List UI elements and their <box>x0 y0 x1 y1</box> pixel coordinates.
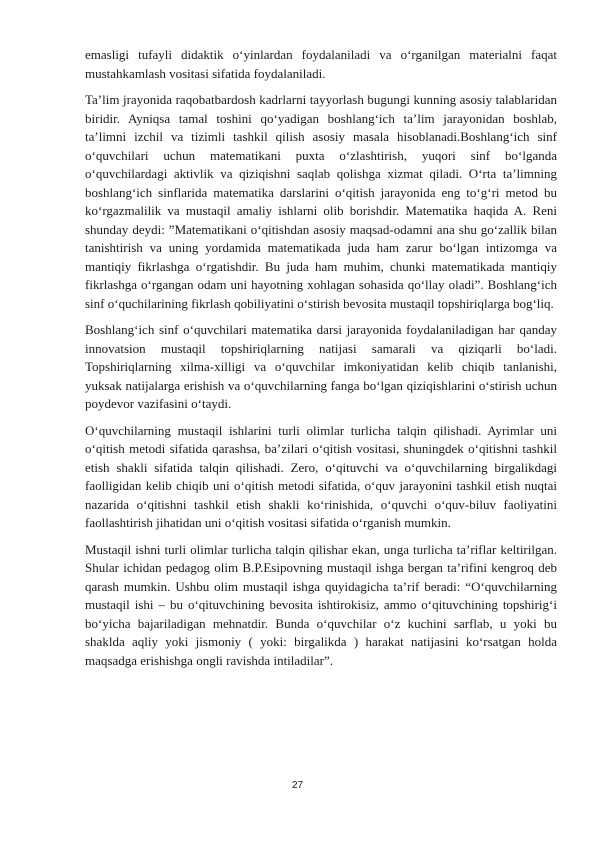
page-number: 27 <box>291 780 304 791</box>
paragraph-4: O‘quvchilarning mustaqil ishlarini turli olimlar turlicha talqin qilishadi. Ayrimlar uni o‘qitish metodi sifatida qarashsa, ba’zilari o‘qitish vositasi, shuningdek o‘qitishni tashkil etish shakli sifatida talqin qilishadi. Zero, o‘qituvchi va o‘quvchilarning birgalikdagi faolligidan kelib chiqib uni o‘qitish metodi sifatida, o‘quv jarayonini tashkil etish nuqtai nazarida o‘qitishni tashkil etish shakli ko‘rinishida, o‘quvchi o‘quv-biluv faoliyatini faollashtirish jihatidan uni o‘qitish vositasi sifatida o‘rganish mumkin. <box>85 422 557 530</box>
document-body <box>85 46 557 678</box>
paragraph-5: Mustaqil ishni turli olimlar turlicha talqin qilishar ekan, unga turlicha ta’riflar keltirilgan. Shular ichidan pedagog olim B.P.Esipovning mustaqil ishga bergan ta’rifini kengroq deb qarash mumkin. Ushbu olim mustaqil ishga quyidagicha ta’rif beradi: “O‘quvchilarning mustaqil ishi – bu o‘qituvchining bevosita ishtirokisiz, ammo o‘qituvchining topshirig‘i bo‘yicha bajariladigan mehnatdir. Bunda o‘quvchilar o‘z kuchini sarflab, u yoki bu shaklda aqliy yoki jismoniy ( yoki: birgalikda ) harakat natijasini ko‘rsatgan holda maqsadga erishishga ongli ravishda intiladilar”. <box>85 541 557 668</box>
paragraph-3: Boshlang‘ich sinf o‘quvchilari matematika darsi jarayonida foydalaniladigan har qanday innovatsion mustaqil topshiriqlarning natijasi samarali va qiziqarli bo‘ladi. Topshiriqlarning xilma-xilligi va o‘quvchilar imkoniyatidan kelib chiqib tanlanishi, yuksak natijalarga erishish va o‘quvchilarning fanga bo‘lgan qiziqishlarini o‘stirish uchun poydevor vazifasini o‘taydi. <box>85 322 557 411</box>
paragraph-1: emasligi tufayli didaktik o‘yinlardan foydalaniladi va o‘rganilgan materialni faqat mustahkamlash vositasi sifatida foydalaniladi. <box>85 47 557 81</box>
paragraph-2: Ta’lim jrayonida raqobatbardosh kadrlarni tayyorlash bugungi kunning asosiy talablaridan biridir. Ayniqsa tamal toshini qo‘yadigan boshlang‘ich ta’lim jarayonidan boshlab, ta’limni izchil va tizimli tashkil qilish asosiy masala hisoblanadi.Boshlang‘ich sinf o‘quvchilari uchun matematikani puxta o‘zlashtirish, yuqori sinf bo‘lganda o‘quvchilardagi aktivlik va qiziqishni saqlab qolishga xizmat qiladi. O‘rta ta’limning boshlang‘ich sinflarida matematika darslarini o‘qitish jarayonida eng to‘g‘ri metod bu ko‘rgazmalilik va mustaqil amaliy ishlarni olib borishdir. Matematika haqida A. Reni shunday deydi: ”Matematikani o‘qitishdan asosiy maqsad-odamni ana shu go‘zallik bilan tanishtirish va uning yordamida matematikada juda ham zarur bo‘lgan intizomga va mantiqiy fikrlashga o‘rgatishdir. Bu juda ham muhim, chunki matematikada mantiqiy fikrlashga o‘rgangan odam uni hayotning xohlagan sohasida qo‘llay oladi”. Boshlang‘ich sinf o‘quchilarining fikrlash qobiliyatini o‘stirish bevosita mustaqil topshiriqlarga bog‘liq. <box>85 92 557 311</box>
